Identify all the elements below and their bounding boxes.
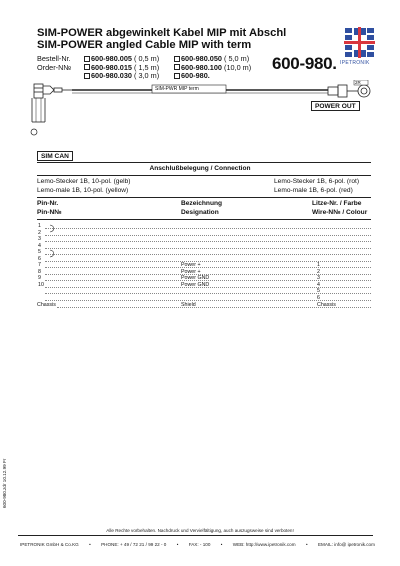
table-header-rule: [37, 219, 371, 220]
order-length: ( 1,5 m): [134, 62, 160, 72]
website-link[interactable]: WEB: http://www.ipetronik.com: [232, 542, 296, 547]
table-heading-rule: [37, 175, 371, 176]
order-code: 600-980.: [181, 71, 210, 81]
column-pin-en: Pin-N№: [37, 209, 62, 216]
pin-number: Chassis: [37, 302, 56, 308]
order-code: 600-980.005: [91, 54, 132, 63]
separator-icon: •: [220, 542, 223, 547]
footer-contact: [20, 542, 375, 547]
order-label-en: Order-N№: [37, 62, 72, 72]
row-leader: [45, 248, 371, 249]
checkbox-icon[interactable]: [84, 56, 90, 62]
left-connector-en: Lemo-male 1B, 10-pol. (yellow): [37, 187, 129, 194]
checkbox-icon[interactable]: [174, 73, 180, 79]
order-length: ( 5,0 m): [224, 54, 250, 63]
left-connector-de: Lemo-Stecker 1B, 10-pol. (gelb): [37, 178, 131, 185]
designation: Power GND: [181, 275, 210, 281]
designation: Power +: [181, 262, 201, 268]
order-label-de: Bestell-Nr.: [37, 54, 71, 63]
separator-icon: •: [89, 542, 91, 547]
right-connector-de: Lemo-Stecker 1B, 6-pol. (rot): [274, 178, 360, 185]
rights-notice: Alle Rechte vorbehalten. Nachdruck und Vervielfältigung, auch auszugsweise sind verboten!: [106, 528, 294, 533]
wire-number: 3: [317, 275, 320, 281]
title-german: SIM-POWER abgewinkelt Kabel MIP mit Abschl: [37, 27, 287, 39]
separator-icon: •: [305, 542, 308, 547]
row-leader: [45, 267, 371, 268]
pin-number: 6: [38, 255, 41, 262]
wire-number: 2: [317, 268, 320, 275]
order-code: 600-980.030: [91, 71, 132, 81]
sim-can-label: SIM CAN: [37, 151, 73, 161]
row-leader: [45, 235, 371, 236]
document-reference: 600-980.zdr 10.12.99 Fr: [2, 458, 7, 508]
ipetronik-logo-icon: [344, 27, 375, 58]
order-code: 600-980.050: [181, 54, 222, 63]
row-leader: [45, 300, 371, 301]
row-leader: [45, 293, 371, 294]
pin-number: 10: [38, 281, 44, 288]
title-english: SIM-POWER angled Cable MIP with term: [37, 39, 252, 51]
order-code: 600-980.015: [91, 62, 132, 72]
pin-number: 3: [38, 236, 41, 242]
wire-number: 1: [317, 262, 320, 268]
fax-number: FAX: - 100: [188, 542, 211, 547]
email-link[interactable]: EMAIL: info@ ipetronik.com: [317, 542, 375, 547]
designation: Power +: [181, 268, 201, 275]
column-designation-de: Bezeichnung: [181, 200, 223, 207]
pin-number: 4: [38, 242, 41, 249]
row-leader: [45, 228, 371, 229]
pin-number: 2: [38, 229, 41, 236]
checkbox-icon[interactable]: [174, 64, 180, 70]
row-leader: [45, 261, 371, 262]
designation: Shield: [181, 302, 196, 308]
separator-icon: •: [176, 542, 179, 547]
table-top-rule: [37, 162, 371, 163]
logo-wordmark: IPETRONIK: [340, 60, 370, 66]
order-length: ( 0,5 m): [134, 54, 160, 63]
table-columns-rule: [37, 197, 371, 198]
twisted-pair-icon: [48, 223, 60, 263]
order-code: 600-980.100: [181, 62, 222, 72]
phone-number: PHONE: + 49 / 72 21 / 99 22 - 0: [101, 542, 167, 547]
cable-label: SIM-PWR MIP term: [155, 86, 199, 92]
row-leader: [57, 307, 371, 308]
checkbox-icon[interactable]: [84, 73, 90, 79]
column-designation-en: Designation: [181, 209, 219, 216]
pin-number: 8: [38, 268, 41, 275]
pin-number: 9: [38, 275, 41, 281]
row-leader: [45, 254, 371, 255]
pin-number: 5: [38, 249, 41, 255]
part-number: 600-980.: [272, 54, 337, 73]
column-wire-en: Wire-N№ / Colour: [312, 209, 368, 216]
footer-rule: [18, 535, 373, 536]
pin-number: 7: [38, 262, 41, 268]
column-pin-de: Pin-Nr.: [37, 200, 59, 207]
company-name: IPETRONIK GmbH & Co.KG: [20, 542, 79, 547]
checkbox-icon[interactable]: [174, 56, 180, 62]
wire-number: 4: [317, 281, 320, 288]
row-leader: [45, 287, 371, 288]
wire-number: 6: [317, 294, 320, 301]
order-length: ( 3,0 m): [134, 71, 160, 81]
connection-heading: Anschlußbelegung / Connection: [149, 165, 251, 172]
pin-number: 1: [38, 223, 41, 229]
wire-number: 5: [317, 288, 320, 294]
checkbox-icon[interactable]: [84, 64, 90, 70]
column-wire-de: Litze-Nr. / Farbe: [312, 200, 362, 207]
wire-number: Chassis: [317, 302, 336, 308]
power-out-label: POWER OUT: [311, 101, 360, 111]
right-connector-en: Lemo-male 1B, 6-pol. (red): [274, 187, 353, 194]
termination-label: 2R: [355, 80, 361, 85]
designation: Power GND: [181, 281, 210, 288]
row-leader: [45, 241, 371, 242]
order-length: (10,0 m): [224, 62, 252, 72]
